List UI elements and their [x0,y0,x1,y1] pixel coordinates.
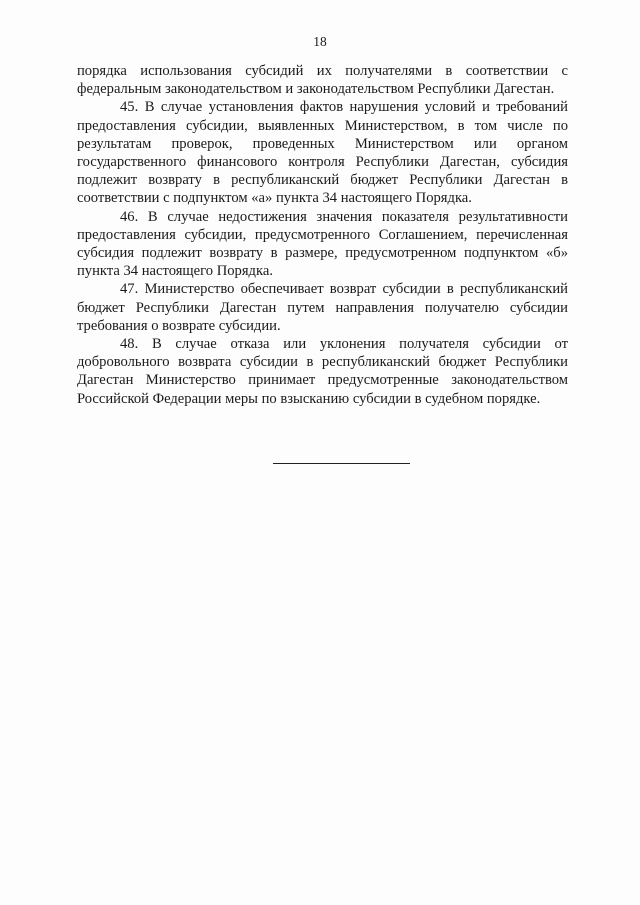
paragraph-48: 48. В случае отказа или уклонения получателя субсидии от добровольного возврата субсидии в республиканский бюджет Республики Дагестан Министерство принимает предусмотренные законодательством Российской Федерации меры по взысканию субсидии в судебном порядке. [77,336,568,407]
end-separator-line [273,463,410,464]
paragraph-45: 45. В случае установления фактов нарушения условий и требований предоставления субсидии, выявленных Министерством, в том числе по результатам проверок, проведенных Министерством или органом государственного финансового контроля Республики Дагестан, субсидия подлежит возврату в республиканский бюджет Республики Дагестан в соответствии с подпунктом «а» пункта 34 настоящего Порядка. [77,99,568,207]
paragraph-continuation: порядка использования субсидий их получателями в соответствии с федеральным законодательством и законодательством Республики Дагестан. [77,63,568,98]
page-number: 18 [313,34,327,49]
paragraph-46: 46. В случае недостижения значения показателя результативности предоставления субсидии, предусмотренного Соглашением, перечисленная субсидия подлежит возврату в размере, предусмотренном подпунктом «б» пункта 34 настоящего Порядка. [77,208,568,280]
document-body [77,62,568,408]
paragraph-47: 47. Министерство обеспечивает возврат субсидии в республиканский бюджет Республики Дагестан путем направления получателю субсидии требования о возврате субсидии. [77,281,568,334]
